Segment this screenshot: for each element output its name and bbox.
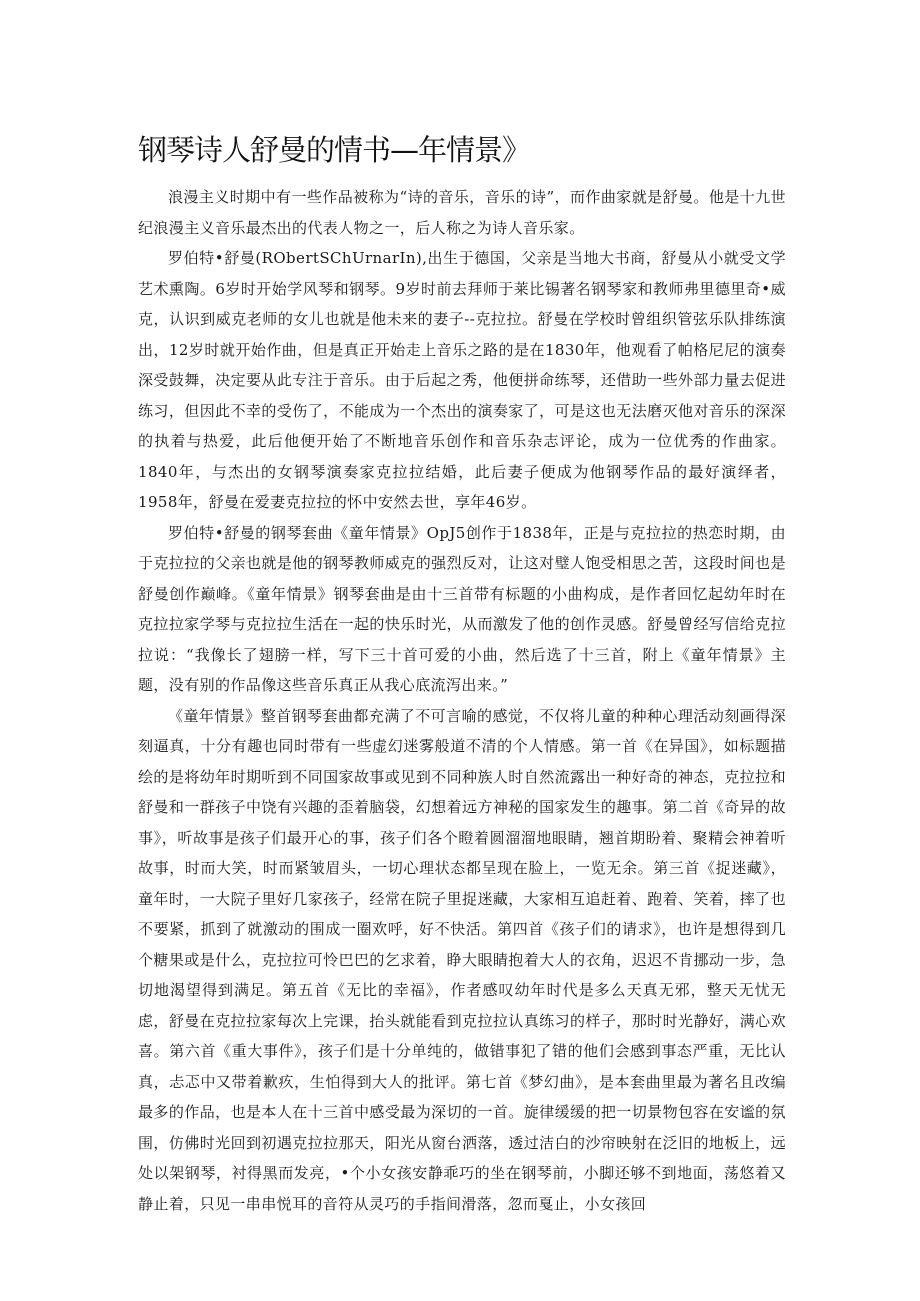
paragraph-intro: 浪漫主义时期中有一些作品被称为“诗的音乐，音乐的诗”，而作曲家就是舒曼。他是十九世纪浪漫主义音乐最杰出的代表人物之一，后人称之为诗人音乐家。 [138, 188, 786, 237]
paragraph-kinderszenen-background: 罗伯特•舒曼的钢琴套曲《童年情景》OpJ5创作于1838年，正是与克拉拉的热恋时期，由于克拉拉的父亲也就是他的钢琴教师威克的强烈反对，让这对璧人饱受相思之苦，这段时间也是舒曼创作巅峰。《童年情景》钢琴套曲是由十三首带有标题的小曲构成，是作者回忆起幼年时在克拉拉家学琴与克拉拉生活在一起的快乐时光，从而激发了他的创作灵感。舒曼曾经写信给克拉拉说：“我像长了翅膀一样，写下三十首可爱的小曲，然后选了十三首，附上《童年情景》主题，没有别的作品像这些音乐真正从我心底流泻出来。” [138, 523, 786, 694]
document-body [138, 182, 786, 1219]
paragraph-biography: 罗伯特•舒曼(RObertSChUrnarIn),出生于德国，父亲是当地大书商，舒曼从小就受文学艺术熏陶。6岁时开始学风琴和钢琴。9岁时前去拜师于莱比锡著名钢琴家和教师弗里德里奇•威克，认识到威克老师的女儿也就是他未来的妻子--克拉拉。舒曼在学校时曾组织管弦乐队排练演出，12岁时就开始作曲，但是真正开始走上音乐之路的是在1830年，他观看了帕格尼尼的演奏深受鼓舞，决定要从此专注于音乐。由于后起之秀，他便拼命练琴，还借助一些外部力量去促进练习，但因此不幸的受伤了，不能成为一个杰出的演奏家了，可是这也无法磨灭他对音乐的深深的执着与热爱，此后他便开始了不断地音乐创作和音乐杂志评论，成为一位优秀的作曲家。1840年，与杰出的女钢琴演奏家克拉拉结婚，此后妻子便成为他钢琴作品的最好演绎者，1958年，舒曼在爱妻克拉拉的怀中安然去世，享年46岁。 [138, 249, 786, 511]
document-title: 钢琴诗人舒曼的情书—年情景》 [138, 133, 531, 167]
paragraph-movements: 《童年情景》整首钢琴套曲都充满了不可言喻的感觉，不仅将儿童的种种心理活动刻画得深刻逼真，十分有趣也同时带有一些虚幻迷雾般道不清的个人情感。第一首《在异国》，如标题描绘的是将幼年时期听到不同国家故事或见到不同种族人时自然流露出一种好奇的神态，克拉拉和舒曼和一群孩子中饶有兴趣的歪着脑袋，幻想着远方神秘的国家发生的趣事。第二首《奇异的故事》，听故事是孩子们最开心的事，孩子们各个瞪着圆溜溜地眼睛，翘首期盼着、聚精会神着听故事，时而大笑，时而紧皱眉头，一切心理状态都呈现在脸上，一览无余。第三首《捉迷藏》，童年时，一大院子里好几家孩子，经常在院子里捉迷藏，大家相互追赶着、跑着、笑着，摔了也不要紧，抓到了就激动的围成一圈欢呼，好不快活。第四首《孩子们的请求》，也许是想得到几个糖果或是什么，克拉拉可怜巴巴的乞求着，睁大眼睛抱着大人的衣角，迟迟不肯挪动一步，急切地渴望得到满足。第五首《无比的幸福》，作者感叹幼年时代是多么天真无邪，整天无忧无虑，舒曼在克拉拉家每次上完课，抬头就能看到克拉拉认真练习的样子，那时时光静好，满心欢喜。第六首《重大事件》，孩子们是十分单纯的，做错事犯了错的他们会感到事态严重，无比认真，忐忑中又带着歉疚，生怕得到大人的批评。第七首《梦幻曲》，是本套曲里最为著名且改编最多的作品，也是本人在十三首中感受最为深切的一首。旋律缓缓的把一切景物包容在安谧的氛围，仿佛时光回到初遇克拉拉那天，阳光从窗台洒落，透过洁白的沙帘映射在泛旧的地板上，远处以架钢琴，衬得黑而发亮，•个小女孩安静乖巧的坐在钢琴前，小脚还够不到地面，荡悠着又静止着，只见一串串悦耳的音符从灵巧的手指间滑落，忽而戛止，小女孩回 [138, 706, 786, 1213]
